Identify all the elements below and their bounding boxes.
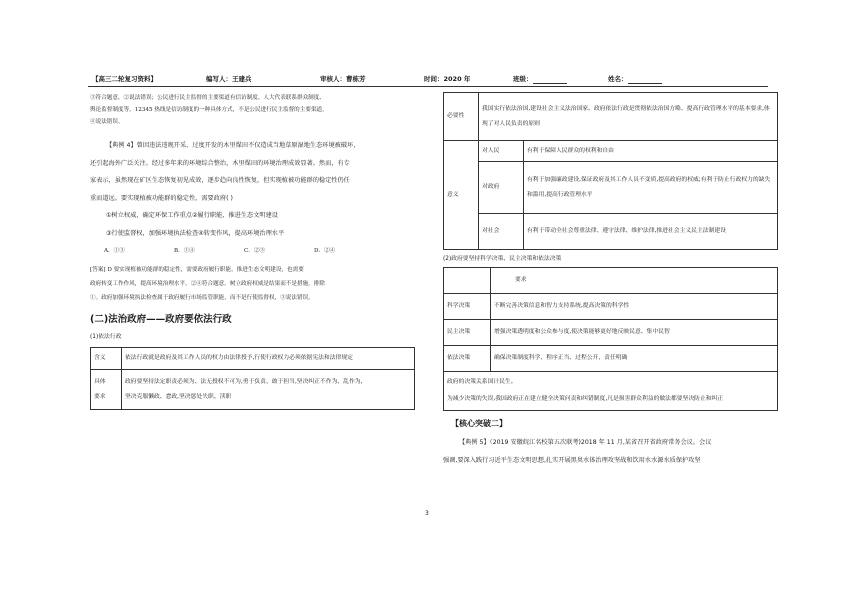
text-line: 【典例 4】曾因违法违规开采、过度开发的木里煤田不仅造成当地草原湿地生态环境被破坏， [106, 142, 360, 149]
header-reviewer: 审核人：曹栋芳 [320, 75, 366, 83]
class-label: 班级： [513, 75, 533, 83]
name-label: 姓名： [608, 75, 628, 83]
table-header: 要求 [491, 268, 778, 294]
header-class [513, 74, 533, 83]
class-blank[interactable] [533, 76, 567, 84]
page-number: 3 [425, 510, 429, 517]
table-cell-label: 具体 要求 [91, 370, 122, 410]
administration-table [443, 92, 778, 250]
table-cell: 有利于加强廉政建设,保证政府及其工作人员不变质,提高政府的权威;有利于防止行政权力的缺失和滥用,提高行政管理水平 [524, 162, 778, 214]
table-cell-label: 科学决策 [444, 294, 491, 320]
text-line: 【典例 5】（2019 安徽皖江名校第五次联考)2018 年 11 月,某省召开省政府常务会议。会议 [459, 439, 712, 446]
text-line: ④说法错误。 [90, 119, 124, 125]
choice-b[interactable]: B．①④ [174, 248, 195, 254]
subheading: (1)依法行政 [90, 334, 122, 340]
choice-a[interactable]: A．①③ [104, 248, 125, 254]
analysis-paragraph [90, 92, 415, 128]
table-row [444, 141, 778, 162]
table-row [444, 372, 778, 411]
note-line: 为减少决策的失误,我国政府正在建立健全决策问责和纠错制度,凡是损害群众利益的做法都要坚决防止和纠正 [447, 396, 724, 402]
table-cell-label: 含义 [91, 348, 122, 370]
core-breakthrough-heading: 【核心突破二】 [451, 419, 507, 428]
text-line: ③符合题意，②说法错误；公民进行民主监督的主要渠道有信访制度、人大代表联系群众制度、 [90, 95, 325, 101]
header-author: 编写人：王建兵 [206, 75, 252, 83]
page-header [88, 72, 768, 87]
choice-c[interactable]: C．②③ [244, 248, 266, 254]
table-cell: 我国实行依法治国,建设社会主义法治国家。政府依法行政是贯彻依法治国方略、提高行政管理水平的基本要求,体现了对人民负责的原则 [479, 93, 778, 141]
table-cell: 政府要坚持法定职责必须为、法无授权不可为,勇于负责、敢于担当,坚决纠正不作为、乱作为, 坚决克服懒政、怠政,坚决惩处失职、渎职 [122, 370, 415, 410]
table-row [444, 268, 778, 294]
table-cell: 增强决策透明度和公众参与度,使决策能够更好地反映民意、集中民智 [491, 320, 778, 346]
table-row [444, 214, 778, 250]
header-time: 时间：2020 年 [424, 75, 471, 83]
text-line: 强调,要深入践行习近平生态文明思想,扎实开展黑臭水体治理攻坚战和饮用水水源水质保护攻坚 [443, 456, 701, 464]
left-column [90, 92, 415, 410]
example-4 [90, 137, 415, 242]
header-title: 【高三二轮复习资料】 [92, 75, 157, 83]
table-row [444, 162, 778, 214]
rule-of-law-table [90, 347, 415, 410]
example-5 [443, 434, 778, 469]
table-row [444, 346, 778, 372]
text-line: 家表示，虽然现在矿区生态恢复初见成效，逐步趋向良性恢复，但实现植被功能群的稳定性仍任 [90, 177, 350, 184]
option-line: ③行使监督权，加强环境执法检查④转变作风，提高环境治理水平 [106, 229, 285, 237]
name-blank[interactable] [628, 76, 662, 84]
subheading: (2)政府要坚持科学决策、民主决策和依法决策 [443, 256, 562, 262]
answer-explanation [90, 263, 415, 305]
table-row [91, 348, 415, 370]
choice-d[interactable]: D．②④ [314, 248, 336, 254]
table-cell [444, 268, 491, 294]
table-cell-label: 对政府 [479, 162, 524, 214]
table-cell-label: 对社会 [479, 214, 524, 250]
decision-table [443, 267, 778, 411]
text-line: 重而道远。要实现植被功能群的稳定性，需要政府( ) [90, 194, 233, 202]
table-cell-label: 意义 [444, 141, 479, 250]
answer-choices [90, 245, 415, 257]
text-line: 舆论监督制度等，12345 热线是信访制度的一种具体方式，不是公民进行民主监督的主要渠道， [90, 107, 328, 113]
table-cell: 确保决策制度科学、程序正当、过程公开、责任明确 [491, 346, 778, 372]
text-line: 还引起海外广泛关注。经过多年来的环境综合整治，木里煤田的环境治理成效显著。然而，有专 [90, 159, 350, 167]
table-note [444, 372, 778, 411]
table-cell: 有利于保障人民群众的权利和自由 [524, 141, 778, 162]
table-row [91, 370, 415, 410]
header-name [608, 74, 628, 83]
note-line: 政府的决策关系国计民生。 [447, 379, 517, 385]
table-cell-label: 对人民 [479, 141, 524, 162]
table-row [444, 294, 778, 320]
table-cell-label: 依法决策 [444, 346, 491, 372]
table-cell: 依法行政就是政府及其工作人员的权力由法律授予,行使行政权力必须依据宪法和法律规定 [122, 348, 415, 370]
option-line: ①树立权威，确定环保工作重点②履行职能，推进生态文明建设 [106, 212, 278, 219]
table-cell: 不断完善决策信息和智力支持系统,提高决策的科学性 [491, 294, 778, 320]
text-line: 政府转变工作作风，提高环境治理水平，②④符合题意。树立政府权威是结果而不是措施，排除 [90, 281, 325, 287]
section-heading: (二)法治政府——政府要依法行政 [90, 314, 232, 325]
table-cell-label: 民主决策 [444, 320, 491, 346]
table-row [444, 93, 778, 141]
text-line: [答案] D 要实现植被功能群的稳定性，需要政府履行职能，推进生态文明建设，也需要 [90, 267, 304, 273]
table-cell-label: 必要性 [444, 93, 479, 141]
table-row [444, 320, 778, 346]
right-column [443, 92, 778, 469]
text-line: ①。政府加强环境执法检查属于政府履行市场监管职能，而不是行使监督权，③说法错误。 [90, 295, 314, 301]
table-cell: 有利于带动全社会尊重法律、遵守法律、维护法律,推进社会主义民主法制建设 [524, 214, 778, 250]
